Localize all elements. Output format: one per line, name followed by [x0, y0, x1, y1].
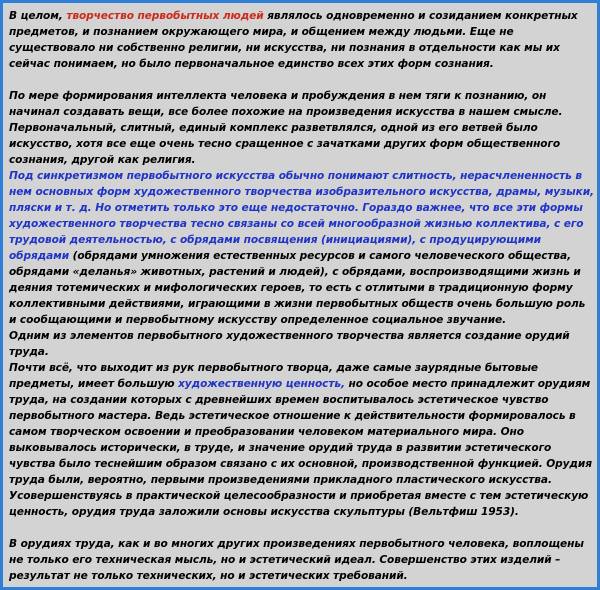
- syncretism-blue-text: Под синкретизмом первобытного искусства обычно понимают слитность, нерасчлененность в нем основных форм художественного творчества изобразительного искусства, драмы, музыки, пляски и т. д. Но отметить только это еще недостаточно. Гораздо важнее, что все эти формы художественного творчества тесно связаны со всей многообразной жизнью коллектива, с его трудовой деятельностью, с обрядами посвящения (инициациями), с продуцирующими обрядами: [9, 170, 594, 262]
- tools-text-end: но особое место принадлежит орудиям труда, на создании которых с древнейших времен воспитывалось эстетическое чувство первобытного мастера. Ведь эстетическое отношение к действительности формировалось в самом творческом освоении и преобразовании человеком материального мира. Оно выковывалось исторически, в труде, и значение орудий труда в развитии эстетического чувства было теснейшим образом связано с их основной, производственной функцией. Орудия труда были, вероятно, первыми произведениями прикладного пластического искусства. Усовершенствуясь в практической целесообразности и приобретая вместе с тем эстетическую ценность, орудия труда заложили основы искусства скульптуры (Вельтфиш 1953).: [9, 378, 592, 518]
- intro-text-start: В целом,: [9, 10, 67, 22]
- paragraph-gap: [9, 72, 595, 88]
- syncretism-text: (обрядами умножения естественных ресурсов и самого человеческого общества, обрядами «деланья» животных, растений и людей), с обрядами, воспроизводящими жизнь и деяния тотемических и мифологических героев, то есть с отлитыми в традиционную форму коллективными действиями, играющими в жизни первобытных обществ очень большую роль и сообщающими и первобытному искусству определенное социальное звучание.: [9, 250, 586, 326]
- intro-text-end: являлось одновременно и созиданием конкретных предметов, и познанием окружающего мира, и общением между людьми. Еще не существовало ни собственно религии, ни искусства, ни познания в отдельности как мы их сейчас понимаем, но было первоначальное единство всех этих форм сознания.: [9, 10, 578, 70]
- paragraph-intro: [9, 8, 595, 72]
- paragraph-intellect: По мере формирования интеллекта человека и пробуждения в нем тяги к познанию, он начинал создавать вещи, все более похожие на произведения искусства в нашем смысле. Первоначальный, слитный, единый комплекс разветвлялся, одной из его ветвей было искусство, хотя все еще очень тесно сращенное с зачатками других форм общественного сознания, другой как религия.: [9, 90, 563, 166]
- paragraph-gap: [9, 520, 595, 536]
- paragraph-tools-intro: Одним из элементов первобытного художественного творчества является создание орудий труда.: [9, 330, 570, 358]
- tools-text-start: Почти всё, что выходит из рук первобытного творца, даже самые заурядные бытовые предметы, имеет большую: [9, 362, 539, 390]
- paragraph-conclusion: В орудиях труда, как и во многих других произведениях первобытного человека, воплощены не только его техническая мысль, но и эстетический идеал. Совершенство этих изделий – результат не только технических, но и эстетических требований.: [9, 538, 584, 582]
- paragraph-tools: [9, 360, 595, 520]
- highlight-blue: художественную ценность,: [178, 378, 345, 390]
- highlight-red: творчество первобытных людей: [66, 10, 264, 22]
- article-text: [9, 8, 595, 584]
- paragraph-syncretism: [9, 168, 595, 328]
